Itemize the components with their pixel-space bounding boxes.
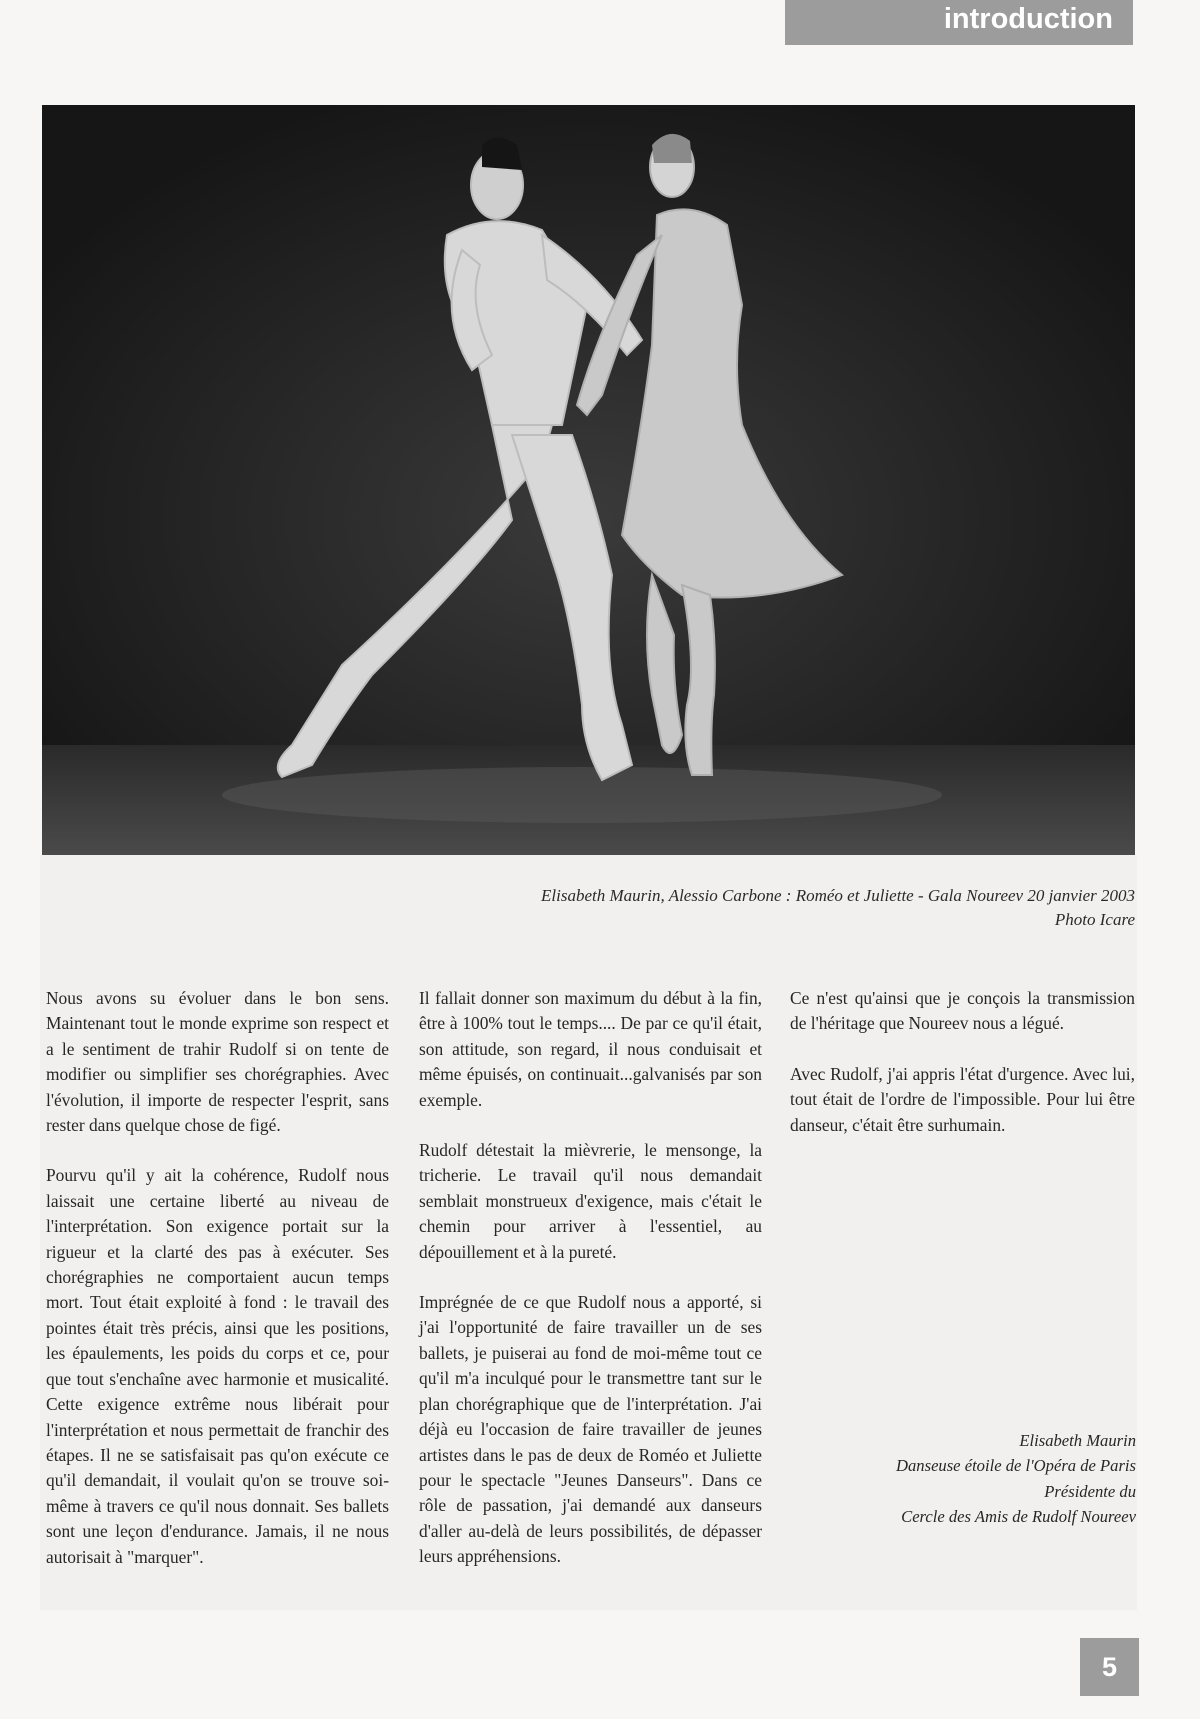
author-organization: Cercle des Amis de Rudolf Noureev bbox=[901, 1507, 1136, 1527]
author-role: Présidente du bbox=[1044, 1481, 1136, 1501]
paragraph: Pourvu qu'il y ait la cohérence, Rudolf nous laissait une certaine liberté au niveau de l'interprétation. Son exigence portait sur la rigueur et la clarté des pas à exécuter. Ses chorégraphies ne comportaient aucun temps mort. Tout était exploité à fond : le travail des pointes était très précis, ainsi que les positions, les épaulements, les poids du corps et ce, pour que tout s'enchaîne avec harmonie et musicalité. Cette exigence extrême nous libérait pour l'interprétation et nous permettait de franchir des étapes. Il ne se satisfaisait pas qu'on exécute ce qu'il demandait, il voulait qu'on se trouve soi-même à travers ce qu'il nous donnait. Ses ballets sont une leçon d'endurance. Jamais, il ne nous autorisait à "marquer". bbox=[46, 1165, 389, 1567]
author-signature bbox=[830, 1428, 1136, 1530]
photo-caption-line: Elisabeth Maurin, Alessio Carbone : Roméo et Juliette - Gala Noureev 20 janvier 2003 bbox=[541, 886, 1135, 905]
text-column-3 bbox=[790, 986, 1135, 1163]
paragraph: Imprégnée de ce que Rudolf nous a apporté, si j'ai l'opportunité de faire travailler un de ses ballets, je puiserai au fond de moi-même tout ce qu'il m'a inculqué pour le transmettre tant sur le plan chorégraphique que de l'interprétation. J'ai déjà eu l'occasion de faire travailler de jeunes artistes dans le pas de deux de Roméo et Juliette pour le spectacle "Jeunes Danseurs". Dans ce rôle de passation, j'ai demandé aux danseurs d'aller au-delà de leurs possibilités, de dépasser leurs appréhensions. bbox=[419, 1292, 762, 1567]
paragraph: Avec Rudolf, j'ai appris l'état d'urgence. Avec lui, tout était de l'ordre de l'impossible. Pour lui être danseur, c'était être surhumain. bbox=[790, 1063, 1135, 1135]
paragraph: Il fallait donner son maximum du début à la fin, être à 100% tout le temps.... De par ce qu'il était, son attitude, son regard, il nous conduisait et même épuisés, on continuait...galvanisés par son exemple. bbox=[419, 988, 762, 1110]
author-name: Elisabeth Maurin bbox=[1019, 1431, 1136, 1450]
paragraph: Ce n'est qu'ainsi que je conçois la transmission de l'héritage que Noureev nous a légué. bbox=[790, 988, 1135, 1034]
photo-credit: Photo Icare bbox=[1054, 910, 1135, 929]
author-title: Danseuse étoile de l'Opéra de Paris bbox=[896, 1456, 1136, 1476]
photo-caption bbox=[420, 884, 1135, 932]
ballet-photo bbox=[42, 105, 1135, 855]
paragraph: Nous avons su évoluer dans le bon sens. Maintenant tout le monde exprime son respect et a le sentiment de trahir Rudolf si on tente de modifier ou simplifier ses chorégraphies. Avec l'évolution, il importe de respecter l'esprit, sans rester dans quelque chose de figé. bbox=[46, 988, 389, 1136]
paragraph: Rudolf détestait la mièvrerie, le mensonge, la tricherie. Le travail qu'il nous demandait semblait monstrueux d'exigence, mais c'était le chemin pour arriver à l'essentiel, au dépouillement et à la pureté. bbox=[419, 1140, 762, 1262]
text-column-2 bbox=[419, 986, 762, 1595]
text-column-1 bbox=[46, 986, 389, 1595]
section-label: introduction bbox=[785, 0, 1133, 45]
page-number: 5 bbox=[1080, 1638, 1139, 1696]
ballet-photo-image bbox=[42, 105, 1135, 855]
